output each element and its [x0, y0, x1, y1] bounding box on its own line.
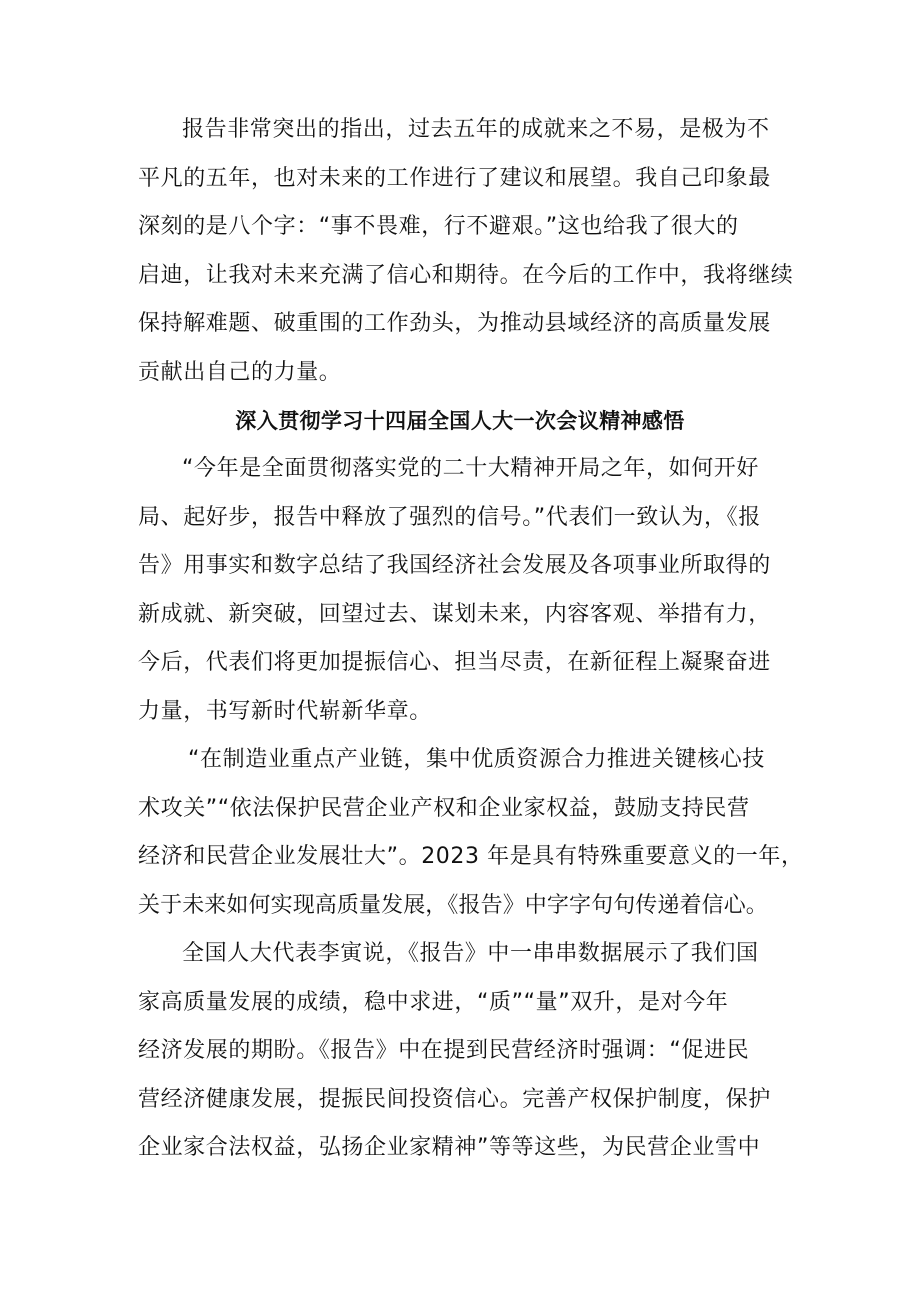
- text-line: 经济和民营企业发展壮大”。2023 年是具有特殊重要意义的一年，: [138, 844, 804, 869]
- text-line: “今年是全面贯彻落实党的二十大精神开局之年，如何开好: [182, 456, 759, 481]
- text-line: 平凡的五年，也对未来的工作进行了建议和展望。我自己印象最: [138, 166, 771, 191]
- text-line: 术攻关”“依法保护民营企业产权和企业家权益，鼓励支持民营: [138, 796, 750, 821]
- text-line: 企业家合法权益，弘扬企业家精神”等等这些，为民营企业雪中: [138, 1135, 761, 1160]
- text-line: 报告非常突出的指出，过去五年的成就来之不易，是极为不: [182, 117, 770, 142]
- text-line: 告》用事实和数字总结了我国经济社会发展及各项事业所取得的: [138, 553, 771, 578]
- text-line: 贡献出自己的力量。: [138, 360, 342, 385]
- text-line: “在制造业重点产业链，集中优质资源合力推进关键核心技: [188, 747, 765, 772]
- text-line: 深刻的是八个字：“事不畏难，行不避艰。”这也给我了很大的: [138, 214, 739, 239]
- text-line: 全国人大代表李寅说，《报告》中一串串数据展示了我们国: [182, 941, 759, 966]
- text-line: 营经济健康发展，提振民间投资信心。完善产权保护制度，保护: [138, 1087, 771, 1112]
- section-title: 深入贯彻学习十四届全国人大一次会议精神感悟: [235, 409, 685, 433]
- text-line: 关于未来如何实现高质量发展，《报告》中字字句句传递着信心。: [138, 893, 768, 918]
- text-line: 新成就、新突破，回望过去、谋划未来，内容客观、举措有力，: [138, 602, 771, 627]
- text-line: 今后，代表们将更加提振信心、担当尽责，在新征程上凝聚奋进: [138, 650, 771, 675]
- text-line: 家高质量发展的成绩，稳中求进，“质”“量”双升，是对今年: [138, 990, 729, 1015]
- text-line: 力量，书写新时代崭新华章。: [138, 699, 432, 724]
- text-line: 经济发展的期盼。《报告》中在提到民营经济时强调：“促进民: [138, 1038, 750, 1063]
- text-line: 启迪，让我对未来充满了信心和期待。在今后的工作中，我将继续: [138, 263, 794, 288]
- text-line: 保持解难题、破重围的工作劲头，为推动县域经济的高质量发展: [138, 311, 771, 336]
- text-line: 局、起好步，报告中释放了强烈的信号。”代表们一致认为，《报: [138, 505, 761, 530]
